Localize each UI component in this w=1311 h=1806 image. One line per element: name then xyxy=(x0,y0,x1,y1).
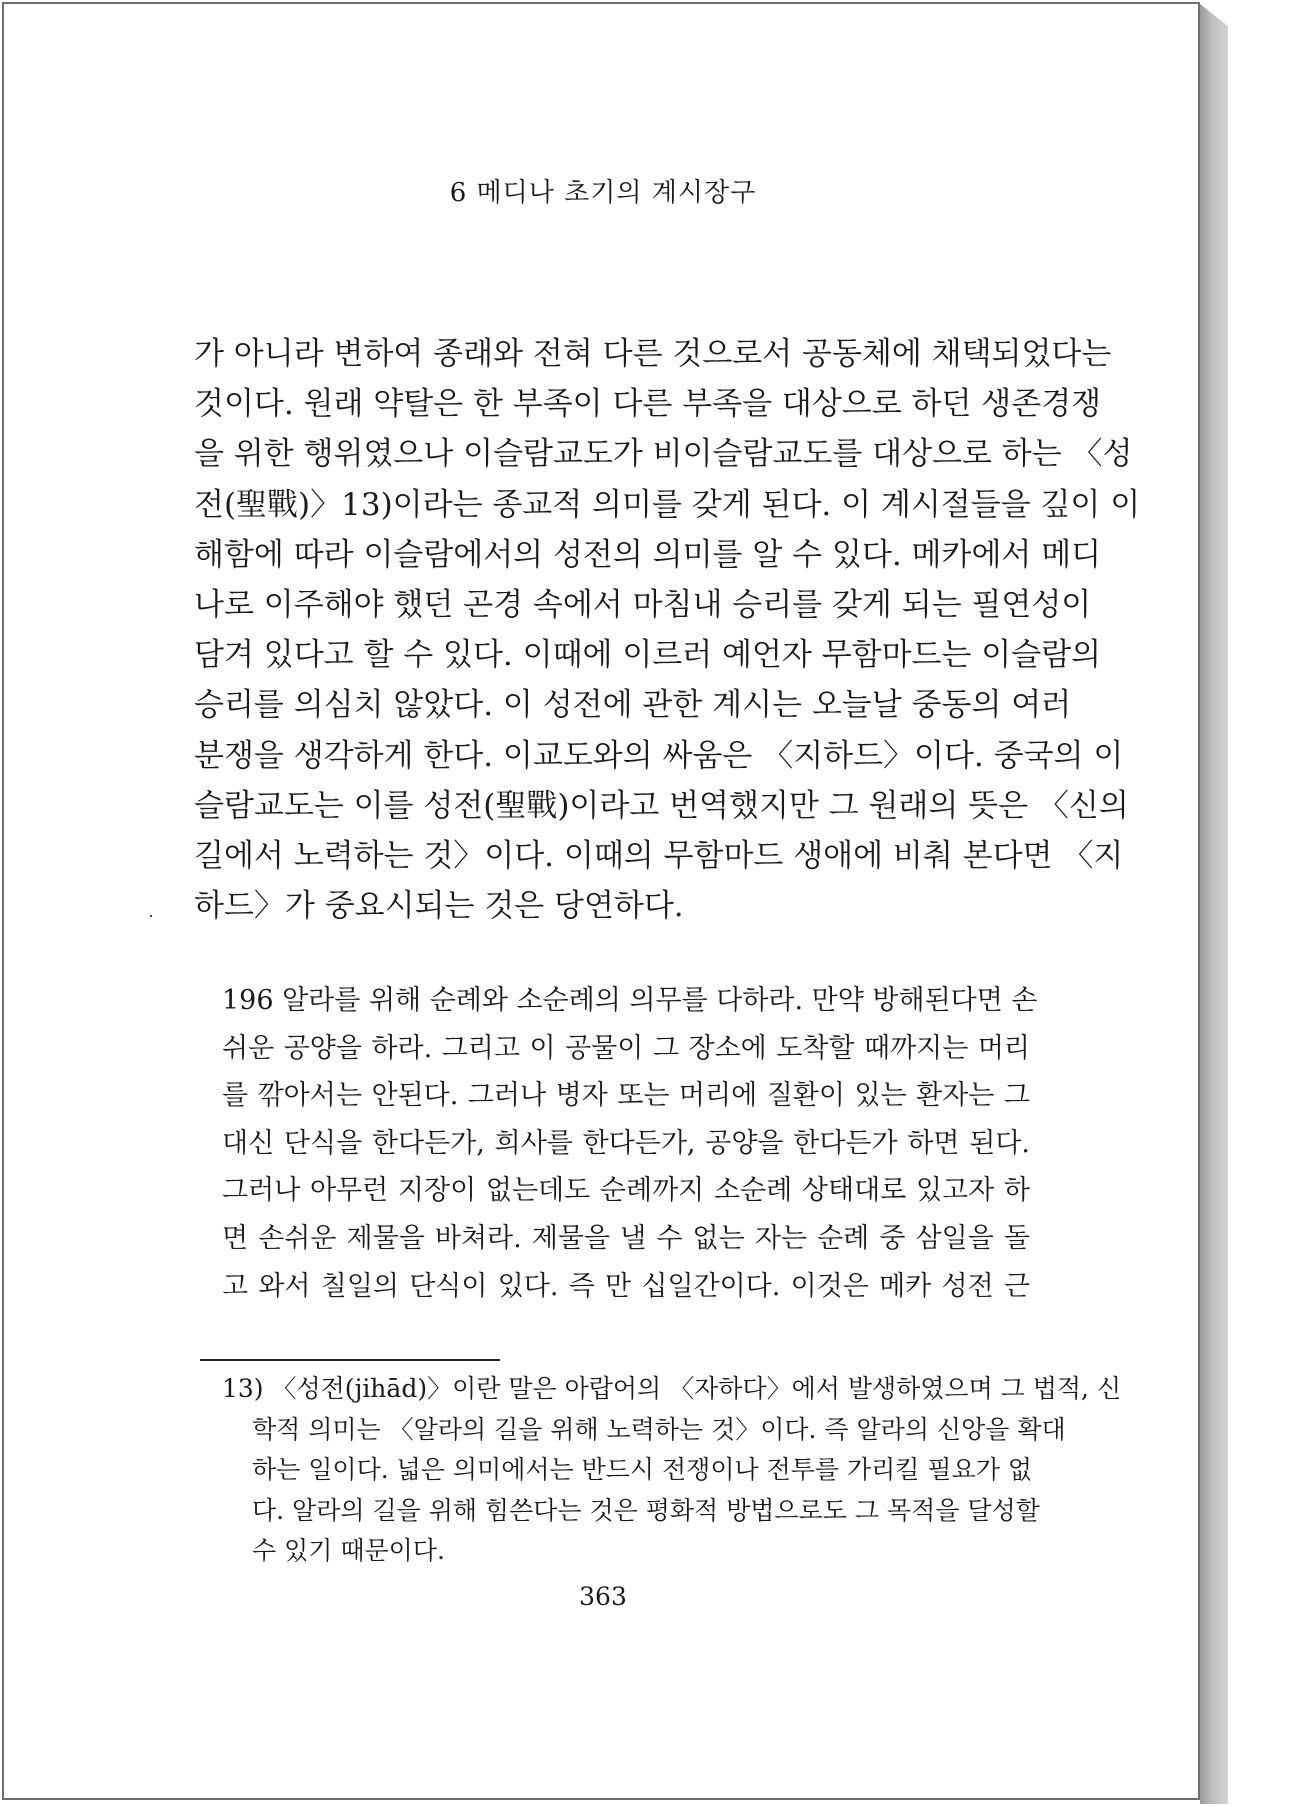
footnote-divider xyxy=(200,1359,500,1361)
footnote-block xyxy=(222,1369,1122,1572)
book-page xyxy=(2,2,1200,1800)
verse-line: 196 알라를 위해 순례와 소순례의 의무를 다하라. 만약 방해된다면 손 xyxy=(222,985,1038,1016)
verse-block xyxy=(222,977,1038,1310)
body-line: 길에서 노력하는 것〉이다. 이때의 무함마드 생애에 비춰 본다면 〈지 xyxy=(194,838,1124,875)
body-text xyxy=(194,329,1141,931)
body-line: 분쟁을 생각하게 한다. 이교도와의 싸움은 〈지하드〉이다. 중국의 이 xyxy=(194,737,1124,774)
stray-mark xyxy=(150,915,152,917)
verse-line: 대신 단식을 한다든가, 희사를 한다든가, 공양을 한다든가 하면 된다. xyxy=(222,1127,1030,1159)
body-line: 해함에 따라 이슬람에서의 성전의 의미를 알 수 있다. 메카에서 메디 xyxy=(194,536,1102,573)
body-line: 것이다. 원래 약탈은 한 부족이 다른 부족을 대상으로 하던 생존경쟁 xyxy=(194,386,1102,423)
verse-line: 를 깎아서는 안된다. 그러나 병자 또는 머리에 질환이 있는 환자는 그 xyxy=(222,1080,1030,1112)
footnote-line: 13) 〈성전(jihād)〉이란 말은 아랍어의 〈자하다〉에서 발생하였으며 그 법적, 신 xyxy=(222,1374,1122,1403)
verse-line: 고 와서 칠일의 단식이 있다. 즉 만 십일간이다. 이것은 메카 성전 근 xyxy=(222,1270,1030,1302)
verse-line: 쉬운 공양을 하라. 그리고 이 공물이 그 장소에 도착할 때까지는 머리 xyxy=(222,1032,1030,1064)
body-line: 나로 이주해야 했던 곤경 속에서 마침내 승리를 갖게 되는 필연성이 xyxy=(194,587,1092,624)
running-head: 6 메디나 초기의 계시장구 xyxy=(449,178,757,208)
body-line: 가 아니라 변하여 종래와 전혀 다른 것으로서 공동체에 채택되었다는 xyxy=(194,336,1112,372)
page-edge-shadow xyxy=(1200,4,1228,1804)
body-line: 담겨 있다고 할 수 있다. 이때에 이르러 예언자 무함마드는 이슬람의 xyxy=(194,637,1102,674)
footnote-line: 다. 알라의 길을 위해 힘쓴다는 것은 평화적 방법으로도 그 목적을 달성할 xyxy=(252,1495,1040,1525)
body-line: 전(聖戰)〉13)이라는 종교적 의미를 갖게 된다. 이 계시절들을 깊이 이 xyxy=(194,486,1141,523)
page-number: 363 xyxy=(579,1582,627,1611)
verse-line: 면 손쉬운 제물을 바쳐라. 제물을 낼 수 없는 자는 순례 중 삼일을 돌 xyxy=(222,1222,1030,1254)
footnote-line: 학적 의미는 〈알라의 길을 위해 노력하는 것〉이다. 즉 알라의 신앙을 확대 xyxy=(252,1414,1066,1444)
body-line: 을 위한 행위였으나 이슬람교도가 비이슬람교도를 대상으로 하는 〈성 xyxy=(194,436,1133,473)
footnote-line: 수 있기 때문이다. xyxy=(252,1536,445,1565)
verse-line: 그러나 아무런 지장이 없는데도 순례까지 소순례 상태대로 있고자 하 xyxy=(222,1175,1030,1207)
body-line: 승리를 의심치 않았다. 이 성전에 관한 계시는 오늘날 중동의 여러 xyxy=(194,687,1072,724)
body-line: 슬람교도는 이를 성전(聖戰)이라고 번역했지만 그 원래의 뜻은 〈신의 xyxy=(194,787,1129,824)
body-line: 하드〉가 중요시되는 것은 당연하다. xyxy=(194,888,684,925)
footnote-line: 하는 일이다. 넓은 의미에서는 반드시 전쟁이나 전투를 가리킬 필요가 없 xyxy=(252,1455,1032,1484)
